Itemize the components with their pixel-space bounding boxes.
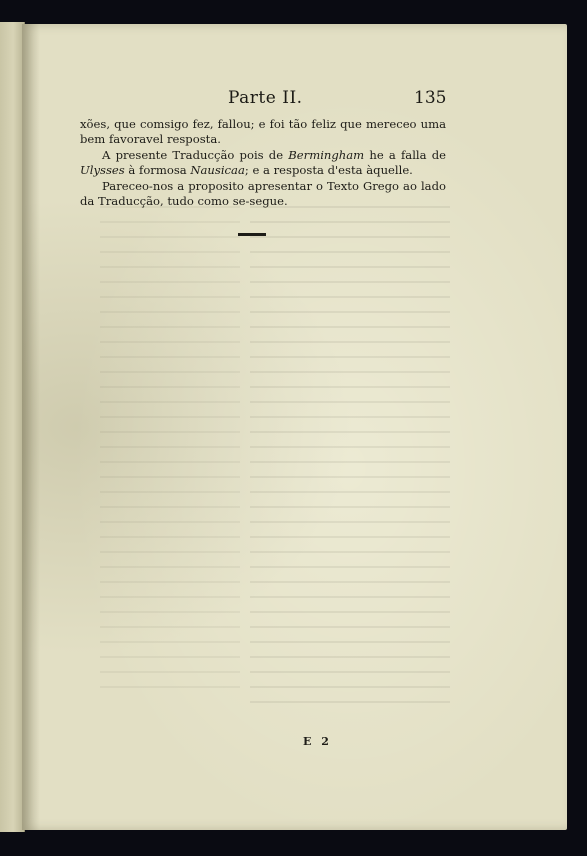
signature-mark: E 2 (303, 735, 332, 748)
text-segment: bem favoravel resposta. (80, 132, 221, 147)
text-line-3 (80, 148, 446, 163)
italic-name: Ulysses (80, 163, 125, 178)
text-segment: xões, que comsigo fez, fallou; e foi tão feliz que mereceo uma (80, 117, 446, 131)
text-segment: ; e a resposta d'esta àquelle. (244, 163, 413, 178)
text-line-4 (80, 163, 446, 178)
show-through-text-left (100, 206, 240, 696)
text-segment: A presente Traducção pois de (102, 147, 289, 162)
text-segment: à formosa (124, 163, 191, 178)
text-segment: Pareceo-nos a proposito apresentar o Texto Grego ao lado (102, 178, 446, 193)
page-header (0, 88, 587, 114)
text-line-6 (80, 194, 446, 209)
text-segment: he a falla de (364, 147, 447, 162)
italic-name: Bermingham (288, 147, 365, 162)
show-through-text-right (250, 206, 450, 706)
body-text (80, 117, 446, 209)
section-rule (238, 233, 266, 236)
text-line-2 (80, 132, 446, 147)
text-line-1 (80, 117, 446, 132)
running-head: Parte II. (228, 88, 303, 108)
italic-name: Nausicaa (190, 163, 245, 178)
text-line-5 (80, 179, 446, 194)
text-segment: da Traducção, tudo como se-segue. (80, 194, 288, 209)
page-number: 135 (414, 88, 447, 108)
gutter-shadow (22, 24, 40, 830)
